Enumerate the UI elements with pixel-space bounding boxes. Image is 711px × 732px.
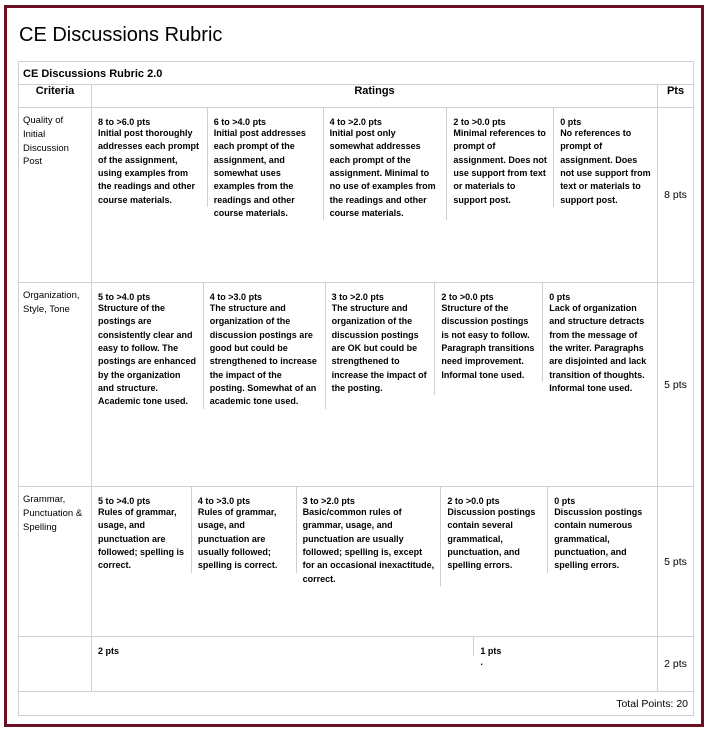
criterion-row [19, 283, 694, 487]
rating-description: Initial post only somewhat addresses each prompt of the assignment. Minimal to no use of examples from the readings and other course materials. [329, 128, 436, 218]
rubric-table [18, 61, 694, 716]
rating-description: Initial post addresses each prompt of the assignment, and somewhat uses examples from the readings and other course materials. [213, 128, 306, 218]
rating-box [447, 108, 554, 207]
rating-box [441, 487, 548, 573]
criteria-header: Criteria [19, 85, 92, 108]
rating-pts: 6 to >4.0 pts [213, 117, 267, 127]
rating-pts: 1 pts [480, 646, 502, 656]
rating-pts: 2 to >0.0 pts [441, 292, 494, 302]
rating-description: . [480, 657, 483, 667]
rating-description: Basic/common rules of grammar, usage, and punctuation are usually followed; spelling is, except for an occasional inexactitude, correct. [302, 507, 435, 584]
criterion-label: Organization, Style, Tone [19, 283, 92, 487]
rating-box [474, 637, 657, 669]
pts-header: Pts [658, 85, 694, 108]
rating-pts: 2 pts [98, 646, 120, 656]
rating-box [92, 637, 474, 656]
ratings-cell [92, 108, 658, 283]
criterion-pts: 5 pts [658, 487, 694, 637]
rating-description: Discussion postings contain numerous grammatical, punctuation, and spelling errors. [554, 507, 643, 571]
rating-box [326, 283, 436, 395]
criterion-pts: 8 pts [658, 108, 694, 283]
criterion-row [19, 487, 694, 637]
rating-box [548, 487, 657, 573]
rating-box [192, 487, 297, 573]
rating-description: Structure of the discussion postings is not easy to follow. Paragraph transitions need improvement. Informal tone used. [441, 303, 535, 380]
rating-pts: 8 to >6.0 pts [98, 117, 151, 127]
rating-box [92, 283, 204, 409]
rating-description: Structure of the postings are consistently clear and easy to follow. The postings are enhanced by the organization and structure. Academic tone used. [98, 303, 197, 407]
ratings-cell [92, 283, 658, 487]
rating-description: Lack of organization and structure detracts from the message of the writer. Paragraphs are disjointed and lack transition of thoughts. Informal tone used. [549, 303, 647, 393]
rating-pts: 4 to >3.0 pts [197, 496, 251, 506]
rating-description: Rules of grammar, usage, and punctuation are usually followed; spelling is correct. [197, 507, 278, 571]
rating-pts: 0 pts [554, 496, 576, 506]
rating-description: Initial post thoroughly addresses each prompt of the assignment, using examples from the readings and other course materials. [98, 128, 200, 205]
criterion-pts: 5 pts [658, 283, 694, 487]
rating-pts: 0 pts [549, 292, 571, 302]
rating-pts: 0 pts [560, 117, 582, 127]
page-title: CE Discussions Rubric [19, 24, 223, 46]
total-points: Total Points: 20 [19, 692, 694, 716]
rating-pts: 5 to >4.0 pts [98, 496, 151, 506]
criterion-row [19, 637, 694, 692]
rating-description: No references to prompt of assignment. Does not use support from text or materials to support post. [560, 128, 651, 205]
rating-pts: 2 to >0.0 pts [447, 496, 500, 506]
rating-description: Minimal references to prompt of assignment. Does not use support from text or materials to support post. [453, 128, 547, 205]
rating-pts: 3 to >2.0 pts [302, 496, 355, 506]
rating-box [543, 283, 657, 395]
rating-description: The structure and organization of the discussion postings are OK but could be strengthened to increase the impact of the posting. [331, 303, 427, 393]
rating-description: Discussion postings contain several grammatical, punctuation, and spelling errors. [447, 507, 536, 571]
rating-box [204, 283, 326, 409]
rating-description: Rules of grammar, usage, and punctuation are followed; spelling is correct. [98, 507, 185, 571]
rating-box [554, 108, 657, 207]
rating-box [297, 487, 442, 586]
criterion-pts: 2 pts [658, 637, 694, 692]
rating-box [208, 108, 324, 220]
criterion-label: Quality of Initial Discussion Post [19, 108, 92, 283]
rating-box [92, 108, 208, 207]
rating-pts: 4 to >2.0 pts [329, 117, 382, 127]
rating-pts: 4 to >3.0 pts [209, 292, 263, 302]
rubric-title: CE Discussions Rubric 2.0 [19, 62, 694, 85]
rating-pts: 2 to >0.0 pts [453, 117, 506, 127]
ratings-header: Ratings [92, 85, 658, 108]
criterion-row [19, 108, 694, 283]
ratings-cell [92, 487, 658, 637]
criterion-label [19, 637, 92, 692]
rating-box [92, 487, 192, 573]
rating-description: The structure and organization of the discussion postings are good but could be strengthened to increase the impact of the posting. Somewhat of an academic tone used. [209, 303, 317, 407]
criterion-label: Grammar, Punctuation & Spelling [19, 487, 92, 637]
rating-pts: 3 to >2.0 pts [331, 292, 384, 302]
ratings-cell [92, 637, 658, 692]
rating-box [435, 283, 543, 382]
rating-pts: 5 to >4.0 pts [98, 292, 151, 302]
rating-box [324, 108, 448, 220]
